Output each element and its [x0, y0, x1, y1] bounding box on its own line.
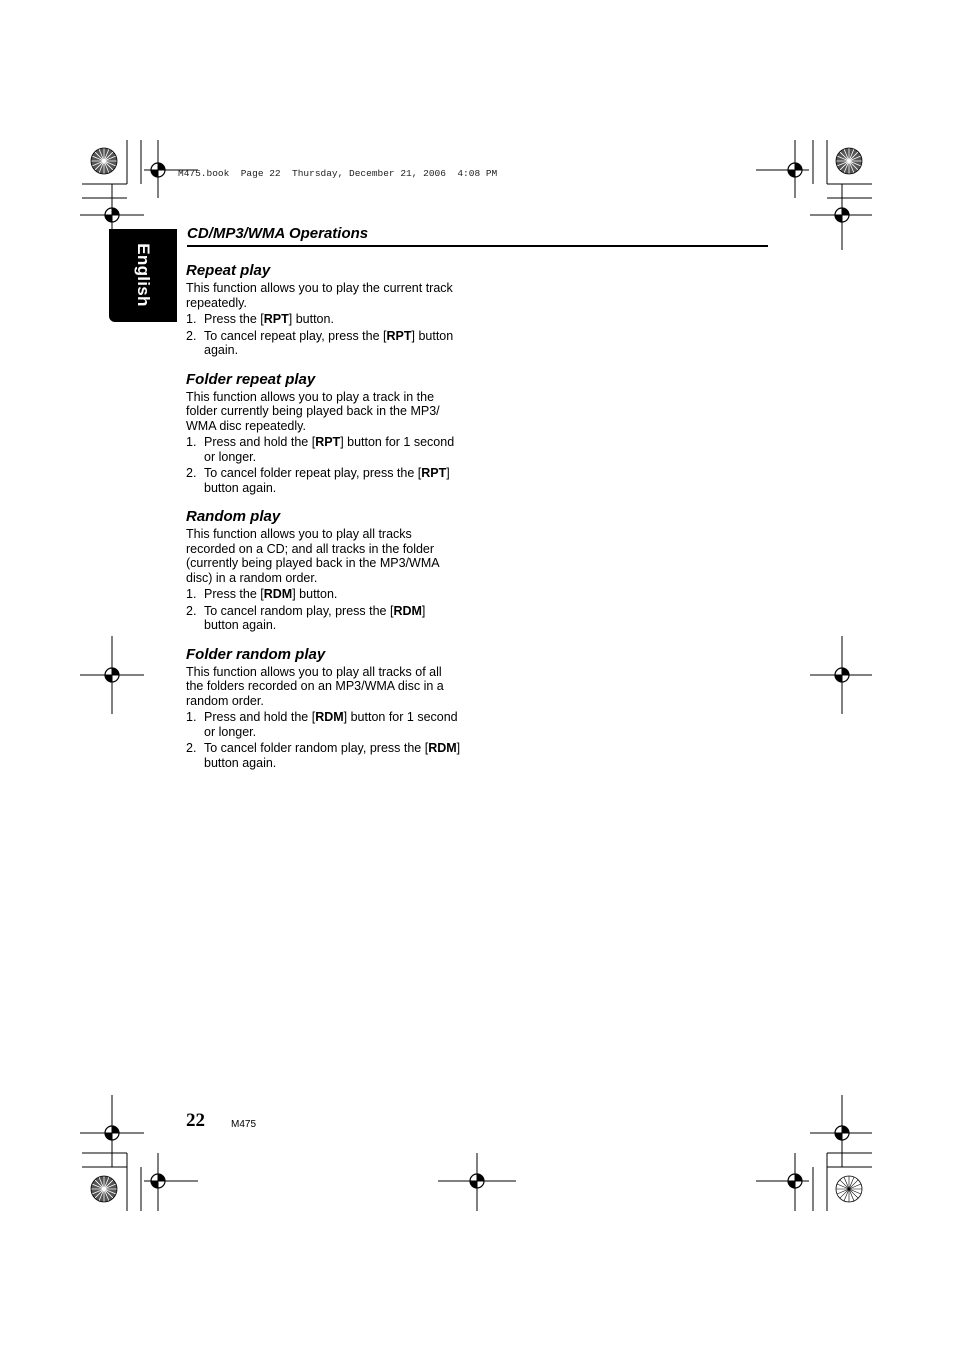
section-0	[186, 261, 462, 358]
steps-list	[186, 312, 462, 358]
section-title: CD/MP3/WMA Operations	[187, 225, 369, 242]
button-name: RPT	[315, 435, 341, 449]
section-heading: Folder random play	[186, 645, 326, 663]
content-column	[186, 261, 462, 782]
step-text: ] button again.	[204, 328, 454, 357]
step-text: Press the [	[204, 587, 264, 601]
step-item	[186, 466, 462, 495]
step-number: 2.	[186, 603, 197, 618]
button-name: RDM	[428, 741, 457, 755]
section-description: This function allows you to play all tracks of all the folders recorded on an MP3/WMA disc in a random order.	[186, 664, 444, 708]
steps-list	[186, 710, 462, 770]
step-text: To cancel folder repeat play, press the [	[204, 466, 422, 480]
step-item	[186, 435, 462, 464]
section-3	[186, 645, 462, 771]
step-number: 2.	[186, 466, 197, 480]
step-item	[186, 741, 462, 770]
step-text: ] button.	[288, 312, 334, 326]
step-item	[186, 710, 462, 739]
section-description: This function allows you to play the current track repeatedly.	[186, 281, 453, 310]
step-text: Press the [	[204, 312, 264, 326]
step-text: To cancel repeat play, press the [	[204, 328, 387, 343]
step-number: 1.	[186, 710, 197, 724]
step-text: ] button again.	[204, 741, 461, 770]
step-item	[186, 329, 462, 358]
language-tab-label: English	[134, 243, 153, 307]
step-text: Press and hold the [	[204, 710, 316, 724]
button-name: RDM	[393, 603, 422, 618]
language-tab	[109, 229, 177, 322]
section-2	[186, 507, 462, 633]
section-description: This function allows you to play all tracks recorded on a CD; and all tracks in the folder (currently being played back in the MP3/WMA disc) in a random order.	[186, 527, 439, 585]
print-header: M475.book Page 22 Thursday, December 21, 2006 4:08 PM	[178, 168, 498, 179]
step-text: ] button.	[292, 587, 338, 601]
button-name: RDM	[263, 587, 293, 601]
button-name: RPT	[386, 328, 412, 343]
page-number: 22	[186, 1110, 205, 1131]
step-item	[186, 312, 462, 327]
section-1	[186, 370, 462, 496]
section-heading: Repeat play	[186, 262, 271, 279]
step-item	[186, 587, 462, 602]
steps-list	[186, 435, 462, 495]
step-number: 1.	[186, 587, 197, 601]
step-number: 2.	[186, 328, 197, 343]
step-item	[186, 604, 462, 633]
step-text: To cancel random play, press the [	[204, 603, 394, 618]
section-rule	[187, 245, 768, 247]
step-text: ] button again.	[204, 603, 426, 632]
step-number: 1.	[186, 435, 197, 449]
button-name: RPT	[421, 466, 447, 480]
model-label: M475	[231, 1119, 257, 1130]
section-heading: Random play	[186, 508, 281, 525]
step-text: Press and hold the [	[204, 435, 316, 449]
step-text: To cancel folder random play, press the [	[204, 741, 429, 755]
button-name: RDM	[315, 710, 344, 724]
section-heading: Folder repeat play	[186, 370, 316, 388]
step-number: 1.	[186, 312, 197, 326]
step-text: ] button for 1 second or longer.	[204, 710, 458, 739]
section-description: This function allows you to play a track in the folder currently being played back in the MP3/ WMA disc repeatedly.	[186, 389, 440, 433]
step-text: ] button again.	[204, 466, 450, 495]
steps-list	[186, 587, 462, 633]
step-text: ] button for 1 second or longer.	[204, 435, 455, 464]
button-name: RPT	[263, 312, 289, 326]
step-number: 2.	[186, 741, 197, 755]
